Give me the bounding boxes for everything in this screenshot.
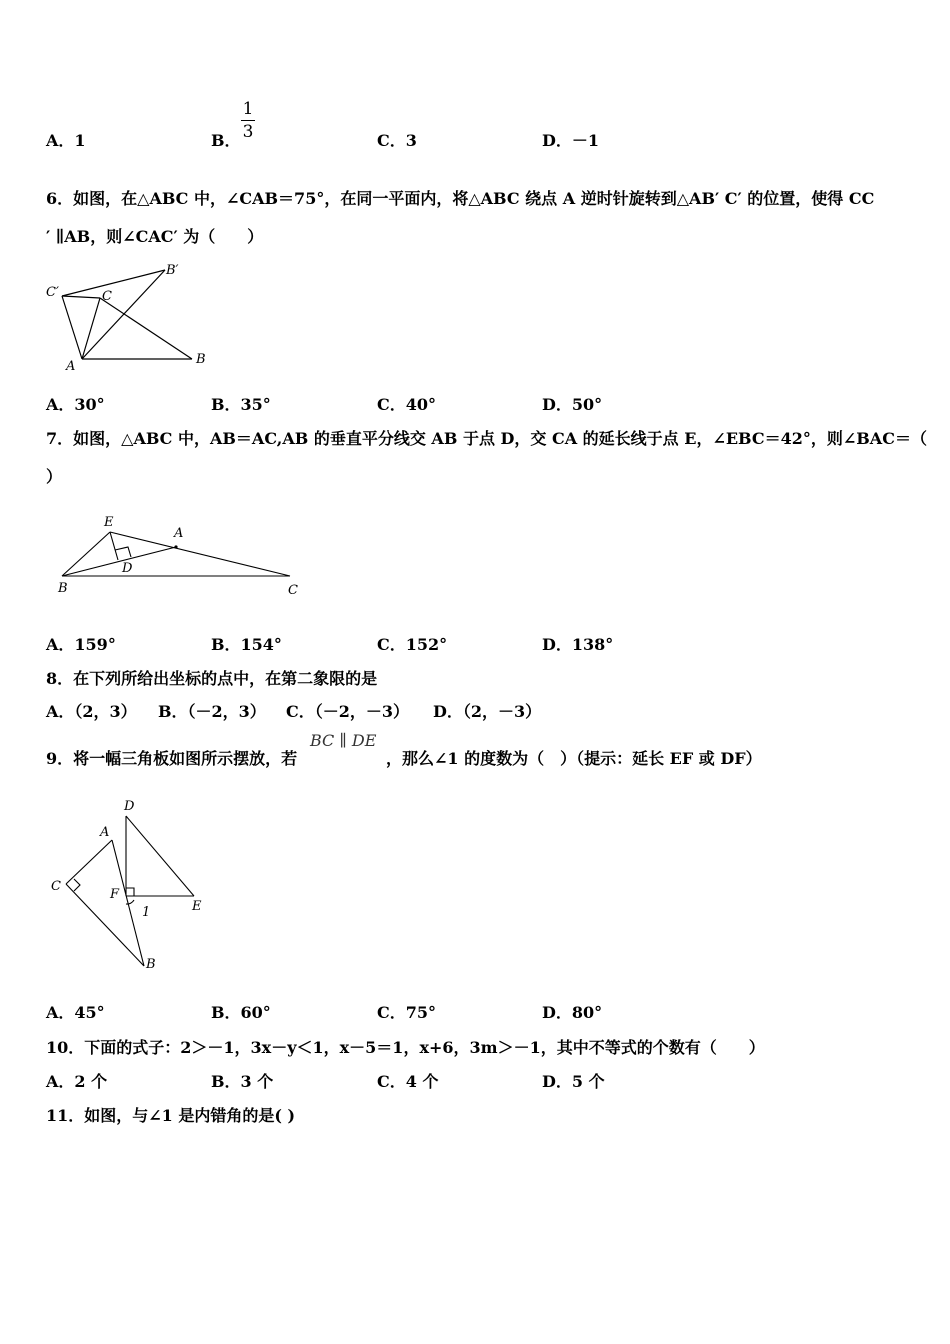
q6-option-c: C．40° xyxy=(377,395,437,414)
q9-figure xyxy=(44,796,214,976)
q9-option-c: C．75° xyxy=(377,1003,437,1022)
fraction-bar xyxy=(241,120,255,121)
q7-option-b: B．154° xyxy=(211,635,282,654)
q5-option-a: A．1 xyxy=(46,131,86,150)
q5-option-b-label: B． xyxy=(211,131,241,150)
q9-label-b: B xyxy=(146,957,156,972)
q7-stem-line2: ） xyxy=(46,467,63,486)
q6-stem-line1: 6．如图，在△ABC 中，∠CAB＝75°，在同一平面内，将△ABC 绕点 A 逆时针旋转到△AB′ C′ 的位置，使得 CC xyxy=(46,189,875,208)
q8-option-b: B．（－2，3） xyxy=(158,702,266,721)
fraction-numerator: 1 xyxy=(242,99,254,119)
q10-option-a: A．2 个 xyxy=(46,1072,108,1091)
q9-stem-after: ，那么∠1 的度数为（ ）（提示：延长 EF 或 DF） xyxy=(386,749,762,768)
q7-option-c: C．152° xyxy=(377,635,448,654)
q9-label-c: C xyxy=(51,879,61,894)
q6-label-b-prime: B′ xyxy=(166,263,179,278)
q9-stem-before: 9．将一幅三角板如图所示摆放，若 xyxy=(46,749,298,768)
q6-stem-line2: ′ ∥AB，则∠CAC′ 为（ ） xyxy=(46,227,264,246)
q10-option-c: C．4 个 xyxy=(377,1072,439,1091)
q7-label-e: E xyxy=(104,515,114,530)
q6-label-b: B xyxy=(196,352,206,367)
q6-label-c: C xyxy=(102,289,112,304)
q5-option-d: D．－1 xyxy=(542,131,600,150)
q10-option-d: D．5 个 xyxy=(542,1072,605,1091)
q8-option-d: D．（2，－3） xyxy=(433,702,542,721)
q7-label-c: C xyxy=(288,583,298,598)
q6-option-a: A．30° xyxy=(46,395,105,414)
q9-option-b: B．60° xyxy=(211,1003,271,1022)
q6-label-a: A xyxy=(66,359,76,374)
q8-stem: 8．在下列所给出坐标的点中，在第二象限的是 xyxy=(46,669,378,688)
q5-option-c: C．3 xyxy=(377,131,417,150)
q9-option-d: D．80° xyxy=(542,1003,603,1022)
q9-label-d: D xyxy=(124,799,135,814)
q7-option-a: A．159° xyxy=(46,635,116,654)
q7-stem-line1: 7．如图，△ABC 中，AB＝AC,AB 的垂直平分线交 AB 于点 D，交 CA 的延长线于点 E，∠EBC＝42°，则∠BAC＝（ xyxy=(46,429,927,448)
q9-label-e: E xyxy=(192,899,202,914)
q6-option-d: D．50° xyxy=(542,395,603,414)
q9-label-a: A xyxy=(100,825,110,840)
q7-label-d: D xyxy=(122,561,133,576)
fraction-denominator: 3 xyxy=(242,122,254,142)
q7-option-d: D．138° xyxy=(542,635,614,654)
q6-option-b: B．35° xyxy=(211,395,271,414)
q10-stem: 10．下面的式子：2＞－1，3x－y＜1，x－5＝1，x+6，3m＞－1，其中不等式的个数有（ ） xyxy=(46,1038,765,1057)
q8-option-a: A．（2，3） xyxy=(46,702,137,721)
q7-label-b: B xyxy=(58,581,68,596)
q7-label-a: A xyxy=(174,526,184,541)
q10-option-b: B．3 个 xyxy=(211,1072,274,1091)
q9-label-f: F xyxy=(110,887,120,902)
q9-label-1: 1 xyxy=(142,905,151,920)
q7-figure xyxy=(52,510,312,602)
q9-option-a: A．45° xyxy=(46,1003,105,1022)
q11-stem: 11．如图，与∠1 是内错角的是( ) xyxy=(46,1106,296,1125)
q6-label-c-prime: C′ xyxy=(46,285,59,300)
q6-figure xyxy=(40,258,220,378)
q5-option-b-fraction xyxy=(241,100,255,141)
q8-option-c: C．（－2，－3） xyxy=(286,702,410,721)
q9-math-parallel: BC ∥ DE xyxy=(310,731,377,750)
